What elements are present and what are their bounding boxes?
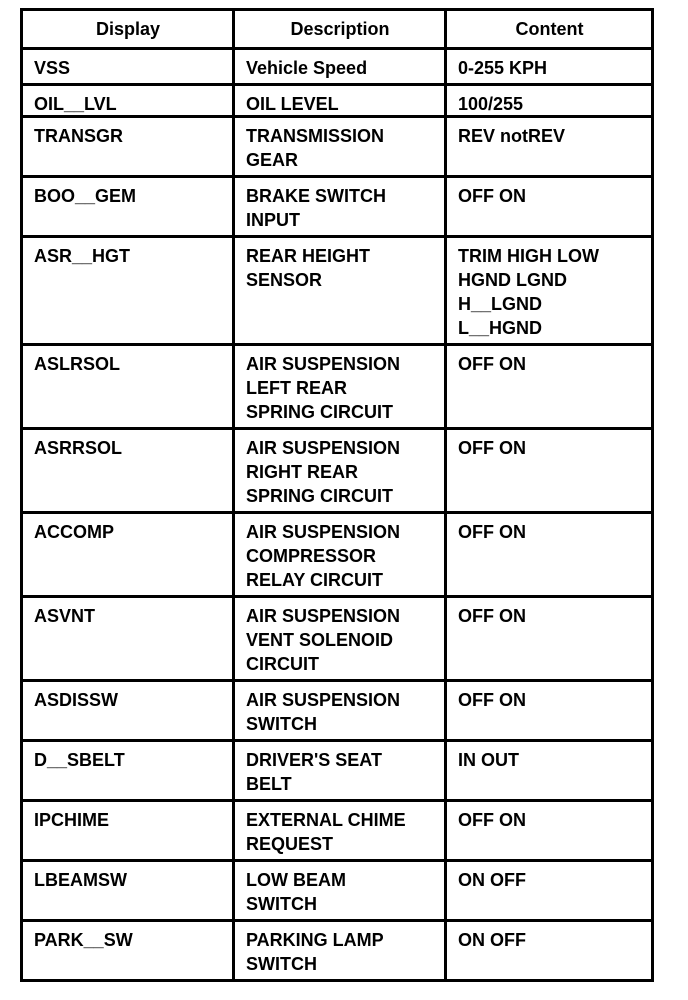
display-cell-line: ASR__HGT [34, 246, 131, 266]
content-cell-line: H__LGND [458, 294, 543, 314]
description-cell-line: COMPRESSOR [246, 546, 377, 566]
content-cell [447, 238, 651, 343]
display-cell [23, 346, 235, 427]
description-cell [235, 922, 447, 979]
description-cell [235, 178, 447, 235]
display-cell [23, 430, 235, 511]
display-cell [23, 86, 235, 115]
description-cell [235, 238, 447, 343]
description-cell [235, 598, 447, 679]
display-cell [23, 514, 235, 595]
description-cell [235, 346, 447, 427]
content-cell [447, 922, 651, 979]
content-cell [447, 86, 651, 115]
display-cell-line: IPCHIME [34, 810, 110, 830]
table-row [23, 595, 651, 679]
description-cell-line: DRIVER'S SEAT [246, 750, 382, 770]
description-cell-line: SWITCH [246, 954, 317, 974]
content-cell-line: OFF ON [458, 438, 526, 458]
description-cell-line: LOW BEAM [246, 870, 346, 890]
table-row [23, 235, 651, 343]
content-cell-line: OFF ON [458, 606, 526, 626]
display-cell [23, 50, 235, 83]
display-cell-line: VSS [34, 58, 71, 78]
description-cell-line: REQUEST [246, 834, 334, 854]
content-cell-line: ON OFF [458, 930, 526, 950]
content-cell [447, 514, 651, 595]
description-cell-line: SWITCH [246, 714, 317, 734]
description-cell-line: BELT [246, 774, 292, 794]
content-cell-line: OFF ON [458, 522, 526, 542]
description-cell-line: RELAY CIRCUIT [246, 570, 384, 590]
description-cell [235, 862, 447, 919]
description-cell [235, 802, 447, 859]
table-row [23, 83, 651, 115]
header-content: Content [515, 19, 584, 39]
content-cell [447, 862, 651, 919]
table-row [23, 427, 651, 511]
display-cell [23, 862, 235, 919]
display-cell-line: OIL__LVL [34, 94, 117, 114]
description-cell [235, 430, 447, 511]
display-cell-line: ASRRSOL [34, 438, 123, 458]
table-row [23, 115, 651, 175]
content-cell [447, 50, 651, 83]
description-cell-line: RIGHT REAR [246, 462, 358, 482]
description-cell [235, 682, 447, 739]
content-cell [447, 742, 651, 799]
description-cell-line: AIR SUSPENSION [246, 522, 401, 542]
display-cell-line: BOO__GEM [34, 186, 137, 206]
table-row [23, 739, 651, 799]
description-cell [235, 50, 447, 83]
content-cell-line: IN OUT [458, 750, 519, 770]
description-cell-line: AIR SUSPENSION [246, 606, 401, 626]
description-cell-line: SENSOR [246, 270, 323, 290]
content-cell [447, 178, 651, 235]
description-cell-line: BRAKE SWITCH [246, 186, 386, 206]
display-cell-line: PARK__SW [34, 930, 133, 950]
content-cell-line: 0-255 KPH [458, 58, 548, 78]
table-row [23, 511, 651, 595]
table-header-row [23, 11, 651, 47]
table-row [23, 859, 651, 919]
description-cell-line: REAR HEIGHT [246, 246, 371, 266]
display-cell [23, 118, 235, 175]
display-cell-line: D__SBELT [34, 750, 125, 770]
content-cell-line: OFF ON [458, 186, 526, 206]
content-cell [447, 682, 651, 739]
header-display: Display [23, 11, 235, 47]
table-row [23, 175, 651, 235]
display-cell [23, 922, 235, 979]
display-cell-line: ASDISSW [34, 690, 119, 710]
table-row [23, 343, 651, 427]
description-cell-line: AIR SUSPENSION [246, 690, 401, 710]
content-cell-line: TRIM HIGH LOW [458, 246, 599, 266]
table-row [23, 919, 651, 979]
description-cell-line: INPUT [246, 210, 300, 230]
display-cell-line: TRANSGR [34, 126, 123, 146]
description-cell-line: PARKING LAMP [246, 930, 384, 950]
display-cell [23, 802, 235, 859]
display-cell [23, 682, 235, 739]
content-cell-line: 100/255 [458, 94, 524, 114]
description-cell-line: OIL LEVEL [246, 94, 339, 114]
description-cell [235, 118, 447, 175]
display-cell-line: ACCOMP [34, 522, 114, 542]
description-cell-line: SPRING CIRCUIT [246, 486, 394, 506]
description-cell-line: EXTERNAL CHIME [246, 810, 406, 830]
description-cell-line: SWITCH [246, 894, 317, 914]
description-cell-line: LEFT REAR [246, 378, 347, 398]
table-row [23, 47, 651, 83]
display-cell [23, 598, 235, 679]
description-cell [235, 742, 447, 799]
description-cell-line: GEAR [246, 150, 299, 170]
table-row [23, 679, 651, 739]
content-cell-line: OFF ON [458, 354, 526, 374]
content-cell [447, 346, 651, 427]
description-cell-line: CIRCUIT [246, 654, 319, 674]
content-cell-line: L__HGND [458, 318, 543, 338]
description-cell [235, 514, 447, 595]
description-cell-line: AIR SUSPENSION [246, 354, 401, 374]
content-cell-line: HGND LGND [458, 270, 567, 290]
display-cell-line: ASLRSOL [34, 354, 121, 374]
content-cell-line: OFF ON [458, 690, 526, 710]
header-description: Description [235, 11, 447, 47]
description-cell-line: AIR SUSPENSION [246, 438, 401, 458]
content-cell-line: ON OFF [458, 870, 526, 890]
table-body [23, 47, 651, 979]
display-cell-line: LBEAMSW [34, 870, 127, 890]
content-cell [447, 118, 651, 175]
display-cell [23, 742, 235, 799]
parameter-table [20, 8, 654, 982]
description-cell-line: VENT SOLENOID [246, 630, 394, 650]
description-cell [235, 86, 447, 115]
display-cell-line: ASVNT [34, 606, 96, 626]
description-cell-line: SPRING CIRCUIT [246, 402, 394, 422]
display-cell [23, 178, 235, 235]
content-cell [447, 598, 651, 679]
description-cell-line: TRANSMISSION [246, 126, 385, 146]
content-cell [447, 430, 651, 511]
content-cell-line: REV notREV [458, 126, 566, 146]
content-cell [447, 802, 651, 859]
content-cell-line: OFF ON [458, 810, 526, 830]
display-cell [23, 238, 235, 343]
description-cell-line: Vehicle Speed [246, 58, 368, 78]
table-row [23, 799, 651, 859]
